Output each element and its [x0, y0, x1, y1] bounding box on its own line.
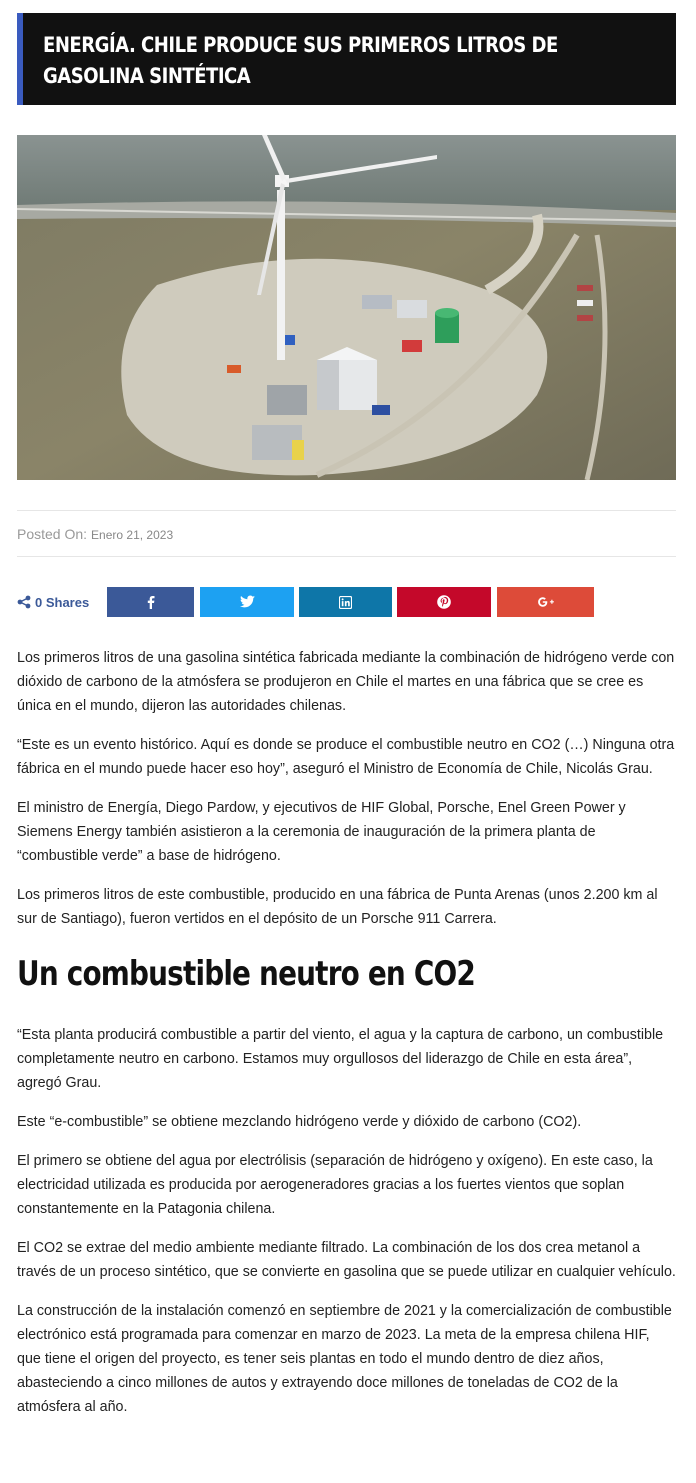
- google-plus-share-button[interactable]: [497, 587, 594, 617]
- pinterest-share-button[interactable]: [397, 587, 491, 617]
- google-plus-icon: [537, 596, 555, 608]
- facebook-share-button[interactable]: [107, 587, 194, 617]
- twitter-share-button[interactable]: [200, 587, 294, 617]
- article-paragraph: El ministro de Energía, Diego Pardow, y ejecutivos de HIF Global, Porsche, Enel Green Power y Siemens Energy también asistieron a la ceremonia de inauguración de la primera planta de “combustible verde” a base de hidrógeno.: [17, 800, 626, 864]
- post-meta: [17, 510, 676, 557]
- article-paragraph: Este “e-combustible” se obtiene mezclando hidrógeno verde y dióxido de carbono (CO2).: [17, 1114, 582, 1130]
- linkedin-share-button[interactable]: [299, 587, 392, 617]
- twitter-icon: [240, 595, 255, 609]
- article-paragraph: “Esta planta producirá combustible a partir del viento, el agua y la captura de carbono, un combustible completamente neutro en carbono. Estamos muy orgullosos del liderazgo de Chile en esta área”, agregó Grau.: [17, 1027, 664, 1091]
- article-paragraph: Los primeros litros de una gasolina sintética fabricada mediante la combinación de hidrógeno verde con dióxido de carbono de la atmósfera se produjeron en Chile el martes en una fábrica que se cree es única en el mundo, dijeron las autoridades chilenas.: [17, 650, 675, 714]
- article-paragraph: La construcción de la instalación comenzó en septiembre de 2021 y la comercialización de combustible electrónico está programada para comenzar en marzo de 2023. La meta de la empresa chilena HIF, que tiene el origen del proyecto, es tener seis plantas en todo el mundo dentro de diez años, abasteciendo a cinco millones de autos y extrayendo doce millones de toneladas de CO2 de la atmósfera al año.: [17, 1303, 672, 1415]
- article-paragraph: El CO2 se extrae del medio ambiente mediante filtrado. La combinación de los dos crea metanol a través de un proceso sintético, que se convierte en gasolina que se puede utilizar en cualquier vehículo.: [17, 1240, 676, 1280]
- article-body: [17, 646, 677, 1434]
- share-count: [17, 595, 107, 610]
- linkedin-icon: [339, 596, 352, 609]
- wind-plant-aerial-photo: [17, 135, 676, 480]
- posted-date: Enero 21, 2023: [91, 527, 174, 542]
- article-paragraph: El primero se obtiene del agua por electrólisis (separación de hidrógeno y oxígeno). En este caso, la electricidad utilizada es producida por aerogeneradores gracias a los fuertes vientos que soplan constantemente en la Patagonia chilena.: [17, 1153, 653, 1217]
- article-title: ENERGÍA. CHILE PRODUCE SUS PRIMEROS LITROS DE GASOLINA SINTÉTICA: [43, 33, 558, 88]
- article-paragraph: Los primeros litros de este combustible, producido en una fábrica de Punta Arenas (unos 2.200 km al sur de Santiago), fueron vertidos en el depósito de un Porsche 911 Carrera.: [17, 887, 658, 927]
- facebook-icon: [144, 595, 158, 609]
- share-count-label: 0 Shares: [35, 594, 90, 610]
- share-bar: [17, 587, 107, 617]
- posted-on-label: Posted On:: [17, 525, 88, 542]
- article-subheading: Un combustible neutro en CO2: [17, 954, 475, 994]
- article-paragraph: “Este es un evento histórico. Aquí es donde se produce el combustible neutro en CO2 (…) Ninguna otra fábrica en el mundo puede hacer eso hoy”, aseguró el Ministro de Economía de Chile, Nicolás Grau.: [17, 737, 675, 777]
- pinterest-icon: [437, 595, 451, 609]
- article-hero-image: [17, 135, 676, 480]
- article-title-bar: [17, 13, 676, 105]
- share-icon: [17, 595, 31, 609]
